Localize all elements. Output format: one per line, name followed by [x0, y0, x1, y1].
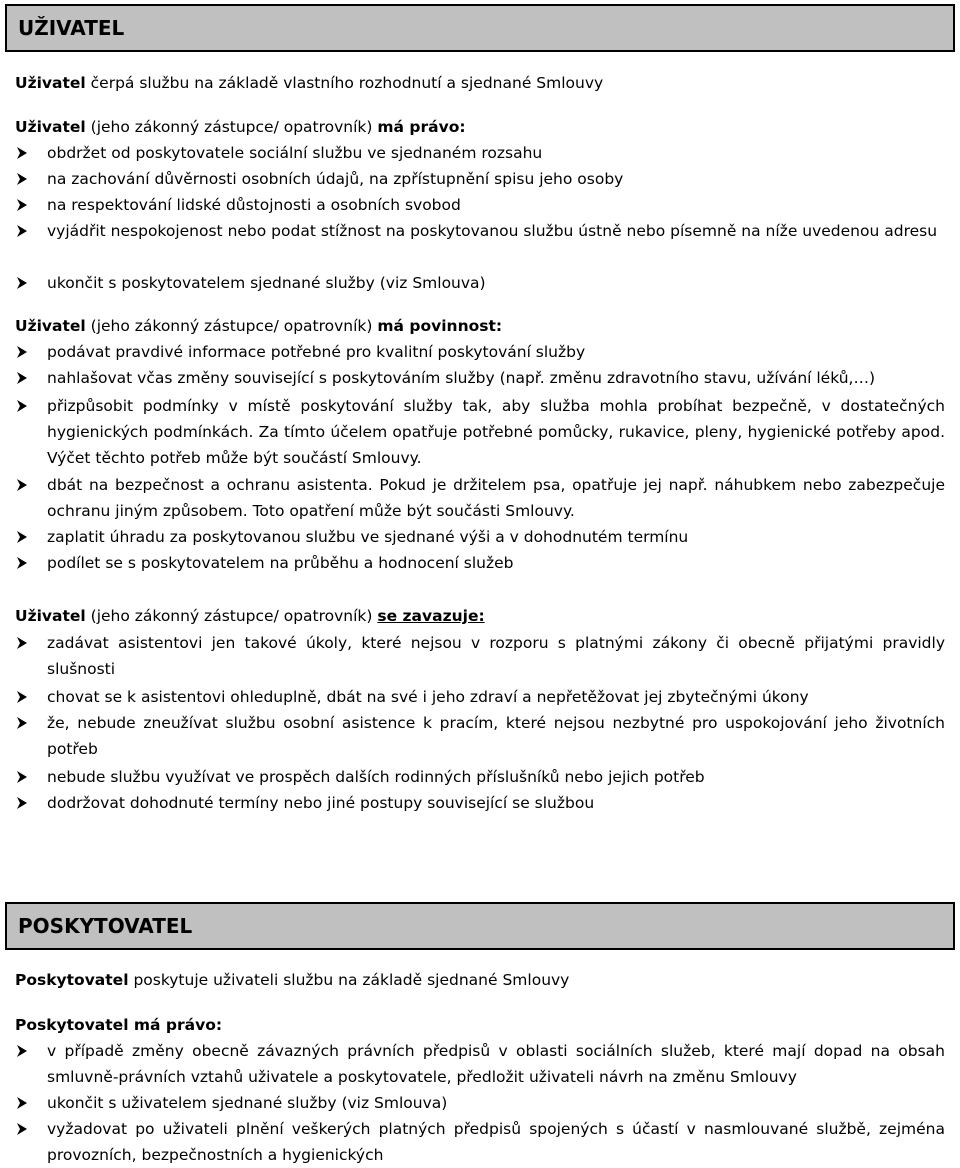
list-item: dodržovat dohodnuté termíny nebo jiné postupy související se službou	[47, 794, 595, 812]
arrow-bullet-icon	[15, 366, 29, 390]
list-item: nebude službu využívat ve prospěch dalších rodinných příslušníků nebo jejich potřeb	[47, 768, 705, 786]
section-title: POSKYTOVATEL	[18, 914, 193, 938]
arrow-bullet-icon	[15, 551, 29, 575]
list-item: vyjádřit nespokojenost nebo podat stížnost na poskytovanou službu ústně nebo písemně na níže uvedenou adresu	[47, 222, 938, 240]
arrow-bullet-icon	[15, 631, 29, 655]
list-item: ukončit s poskytovatelem sjednané služby (viz Smlouva)	[47, 274, 486, 292]
section-heading-poskytovatel	[5, 902, 955, 950]
list-item: přizpůsobit podmínky v místě poskytování služby tak, aby služba mohla probíhat bezpečně, v dostatečných hygienických podmínkách. Za tímto účelem opatřuje potřebné pomůcky, rukavice, pleny, hygienické potřeby apod. Výčet těchto potřeb může být součástí Smlouvy.	[47, 397, 945, 467]
arrow-bullet-icon	[15, 340, 29, 364]
arrow-bullet-icon	[15, 1117, 29, 1141]
list-item: nahlašovat včas změny související s poskytováním služby (např. změnu zdravotního stavu, užívání léků,…)	[47, 369, 876, 387]
uzivatel-intro: Uživatel čerpá službu na základě vlastního rozhodnutí a sjednané Smlouvy	[15, 74, 604, 92]
arrow-bullet-icon	[15, 791, 29, 815]
list-item: zaplatit úhradu za poskytovanou službu ve sjednané výši a v dohodnutém termínu	[47, 528, 689, 546]
list-item: dbát na bezpečnost a ochranu asistenta. Pokud je držitelem psa, opatřuje jej např. náhubkem nebo zabezpečuje ochranu jiným způsobem. Toto opatření může být součásti Smlouvy.	[47, 476, 945, 520]
uzivatel-duties-heading: Uživatel (jeho zákonný zástupce/ opatrovník) má povinnost:	[15, 317, 503, 335]
arrow-bullet-icon	[15, 525, 29, 549]
arrow-bullet-icon	[15, 711, 29, 735]
arrow-bullet-icon	[15, 394, 29, 418]
arrow-bullet-icon	[15, 219, 29, 243]
list-item: vyžadovat po uživateli plnění veškerých platných předpisů spojených s účastí v nasmlouvané službě, zejména provozních, bezpečnostních a hygienických	[47, 1120, 945, 1164]
poskytovatel-intro: Poskytovatel poskytuje uživateli službu na základě sjednané Smlouvy	[15, 971, 570, 989]
section-heading-uzivatel	[5, 4, 955, 52]
arrow-bullet-icon	[15, 271, 29, 295]
arrow-bullet-icon	[15, 193, 29, 217]
uzivatel-rights-heading: Uživatel (jeho zákonný zástupce/ opatrovník) má právo:	[15, 118, 466, 136]
arrow-bullet-icon	[15, 685, 29, 709]
section-title: UŽIVATEL	[18, 16, 125, 40]
arrow-bullet-icon	[15, 473, 29, 497]
poskytovatel-rights-heading: Poskytovatel má právo:	[15, 1016, 223, 1034]
list-item: podávat pravdivé informace potřebné pro kvalitní poskytování služby	[47, 343, 586, 361]
arrow-bullet-icon	[15, 1039, 29, 1063]
list-item: chovat se k asistentovi ohleduplně, dbát na své i jeho zdraví a nepřetěžovat jej zbytečnými úkony	[47, 688, 809, 706]
arrow-bullet-icon	[15, 141, 29, 165]
arrow-bullet-icon	[15, 765, 29, 789]
list-item: že, nebude zneužívat službu osobní asistence k pracím, které nejsou nezbytné pro uspokojování jeho životních potřeb	[47, 714, 945, 758]
list-item: podílet se s poskytovatelem na průběhu a hodnocení služeb	[47, 554, 514, 572]
list-item: ukončit s uživatelem sjednané služby (viz Smlouva)	[47, 1094, 448, 1112]
arrow-bullet-icon	[15, 167, 29, 191]
list-item: v případě změny obecně závazných právních předpisů v oblasti sociálních služeb, které mají dopad na obsah smluvně-právních vztahů uživatele a poskytovatele, předložit uživateli návrh na změnu Smlouvy	[47, 1042, 945, 1086]
list-item: na respektování lidské důstojnosti a osobních svobod	[47, 196, 461, 214]
list-item: na zachování důvěrnosti osobních údajů, na zpřístupnění spisu jeho osoby	[47, 170, 624, 188]
uzivatel-commitments-heading: Uživatel (jeho zákonný zástupce/ opatrovník) se zavazuje:	[15, 607, 485, 625]
list-item: obdržet od poskytovatele sociální službu ve sjednaném rozsahu	[47, 144, 543, 162]
arrow-bullet-icon	[15, 1091, 29, 1115]
list-item: zadávat asistentovi jen takové úkoly, které nejsou v rozporu s platnými zákony či obecně přijatými pravidly slušnosti	[47, 634, 945, 678]
